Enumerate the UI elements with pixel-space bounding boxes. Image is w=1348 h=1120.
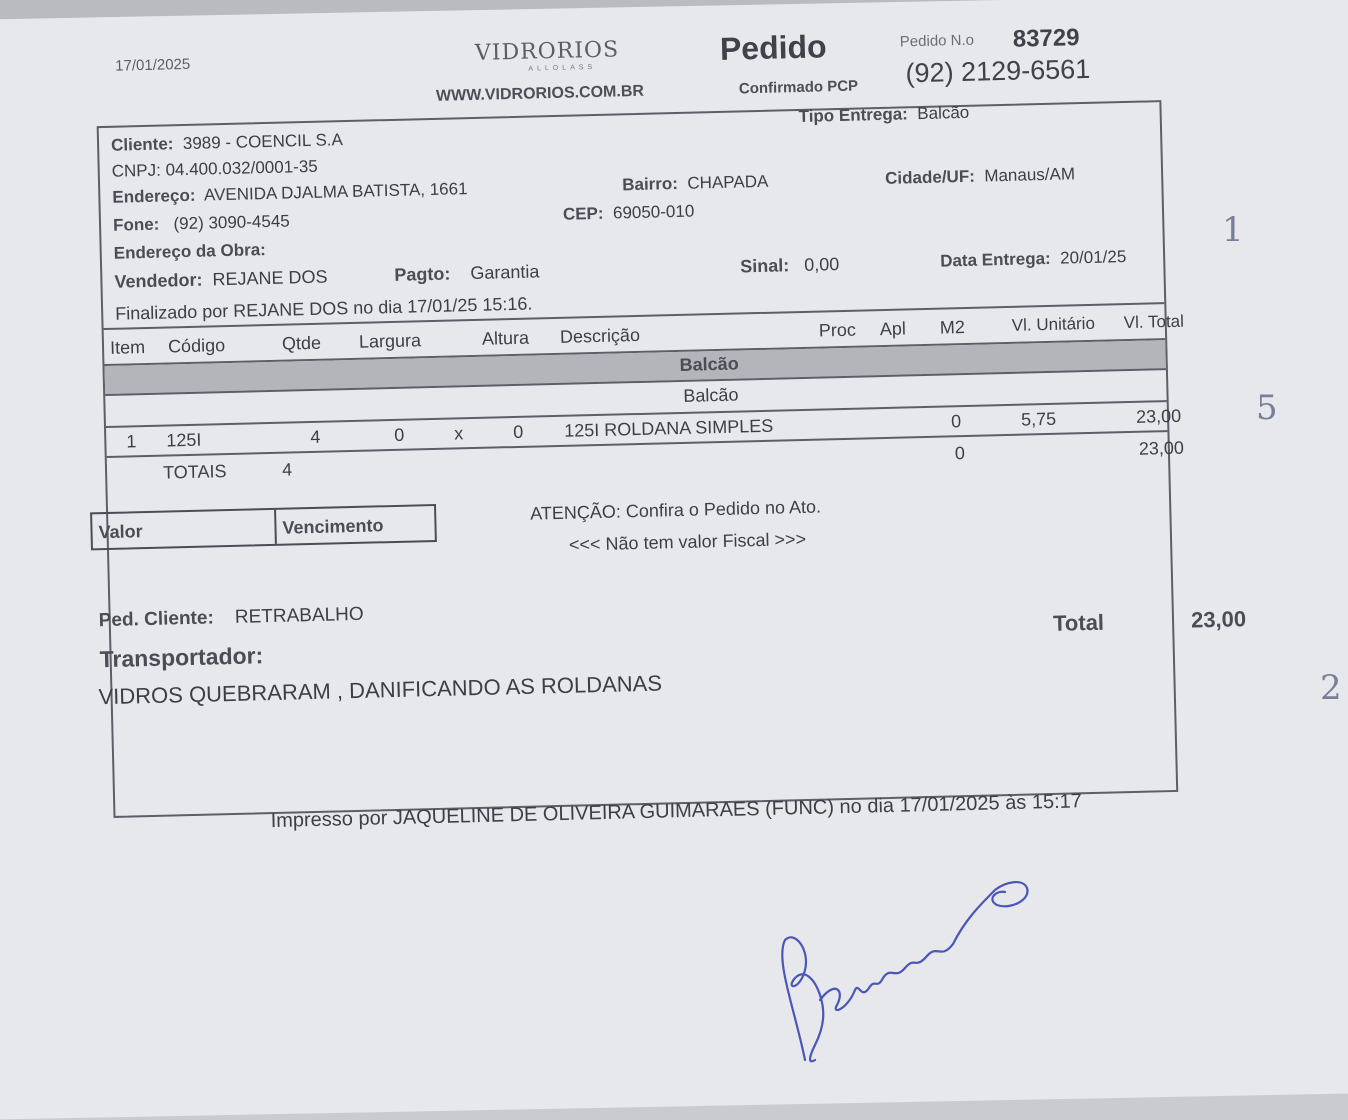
row-qtde: 4 — [310, 426, 321, 448]
brand-logo: VIDRORIOS — [474, 37, 620, 66]
margin-mark: 1 — [1222, 210, 1244, 250]
row-m2: 0 — [950, 411, 962, 432]
client-name: 3989 - COENCIL S.A — [182, 130, 344, 154]
printed-by: Impresso por JAQUELINE DE OLIVEIRA GUIMARAES (FUNC) no dia 17/01/2025 às 15:17 — [270, 790, 1083, 833]
row-largura: 0 — [394, 424, 405, 445]
cidade: Cidade/UF: Manaus/AM — [884, 164, 1076, 188]
col-descricao: Descrição — [559, 324, 641, 347]
website: WWW.VIDRORIOS.COM.BR — [435, 82, 645, 105]
phone-line: Fone: (92) 3090-4545 — [112, 211, 290, 235]
row-item: 1 — [126, 431, 137, 452]
vencimento-label: Vencimento — [282, 515, 384, 538]
order-number-label: Pedido N.o — [899, 31, 975, 51]
transportador-label: Transportador: — [99, 642, 264, 673]
col-m2: M2 — [939, 316, 966, 338]
total-value: 23,00 — [1190, 606, 1247, 633]
col-item: Item — [109, 337, 146, 358]
totals-qtde: 4 — [281, 459, 293, 480]
row-descricao: 125I ROLDANA SIMPLES — [563, 415, 774, 441]
bairro: Bairro: CHAPADA — [621, 171, 769, 195]
address-line: Endereço: AVENIDA DJALMA BATISTA, 1661 — [112, 179, 468, 207]
group-band — [105, 340, 1166, 394]
cep: CEP: 69050-010 — [562, 201, 695, 224]
ped-cliente: Ped. Cliente: RETRABALHO — [98, 603, 364, 632]
col-apl: Apl — [879, 318, 907, 340]
brand-tagline: ALLOLASS — [528, 63, 597, 73]
order-document — [20, 24, 1319, 860]
notice-attention: ATENÇÃO: Confira o Pedido no Ato. — [529, 496, 822, 524]
col-proc: Proc — [818, 319, 857, 341]
divider — [274, 510, 277, 544]
sinal: Sinal: 0,00 — [740, 254, 840, 277]
col-largura: Largura — [358, 330, 422, 352]
group-title: Balcão — [679, 353, 739, 375]
vendedor: Vendedor: REJANE DOS — [114, 266, 328, 292]
client-line: Cliente: 3989 - COENCIL S.A — [110, 130, 344, 155]
notice-fiscal: <<< Não tem valor Fiscal >>> — [568, 528, 807, 555]
obra-label: Endereço da Obra: — [113, 240, 267, 263]
col-vl-total: Vl. Total — [1123, 311, 1185, 333]
payment-table — [90, 504, 437, 550]
print-date: 17/01/2025 — [114, 55, 191, 75]
row-vl-unitario: 5,75 — [1020, 408, 1057, 430]
order-status: Confirmado PCP — [738, 77, 859, 98]
pagamento: Pagto: Garantia — [394, 261, 540, 285]
margin-mark: 2 — [1320, 668, 1342, 708]
totals-m2: 0 — [954, 443, 966, 464]
total-label: Total — [1052, 609, 1105, 636]
row-altura: 0 — [512, 421, 524, 443]
doc-title: Pedido — [719, 28, 828, 67]
cnpj: CNPJ: 04.400.032/0001-35 — [111, 156, 318, 181]
valor-label: Valor — [98, 521, 143, 543]
company-phone: (92) 2129-6561 — [905, 53, 1091, 89]
totals-vl-total: 23,00 — [1138, 437, 1185, 459]
col-altura: Altura — [481, 327, 530, 349]
row-codigo: 125I — [166, 429, 202, 451]
order-number: 83729 — [1012, 24, 1080, 53]
row-vl-total: 23,00 — [1135, 405, 1182, 427]
row-x: x — [454, 423, 464, 444]
handwritten-signature — [765, 860, 1035, 1070]
margin-mark: 5 — [1256, 388, 1278, 428]
totals-label: TOTAIS — [162, 461, 227, 483]
tipo-entrega: Tipo Entrega: Balcão — [798, 102, 970, 126]
col-vl-unitario: Vl. Unitário — [1011, 313, 1096, 335]
observation: VIDROS QUEBRARAM , DANIFICANDO AS ROLDANAS — [98, 670, 663, 710]
order-frame — [97, 100, 1247, 833]
finalizado-note: Finalizado por REJANE DOS no dia 17/01/25 15:16. — [114, 293, 533, 324]
col-qtde: Qtde — [281, 332, 322, 354]
data-entrega: Data Entrega: 20/01/25 — [939, 247, 1127, 271]
subgroup-title: Balcão — [683, 384, 739, 406]
col-codigo: Código — [167, 335, 226, 357]
